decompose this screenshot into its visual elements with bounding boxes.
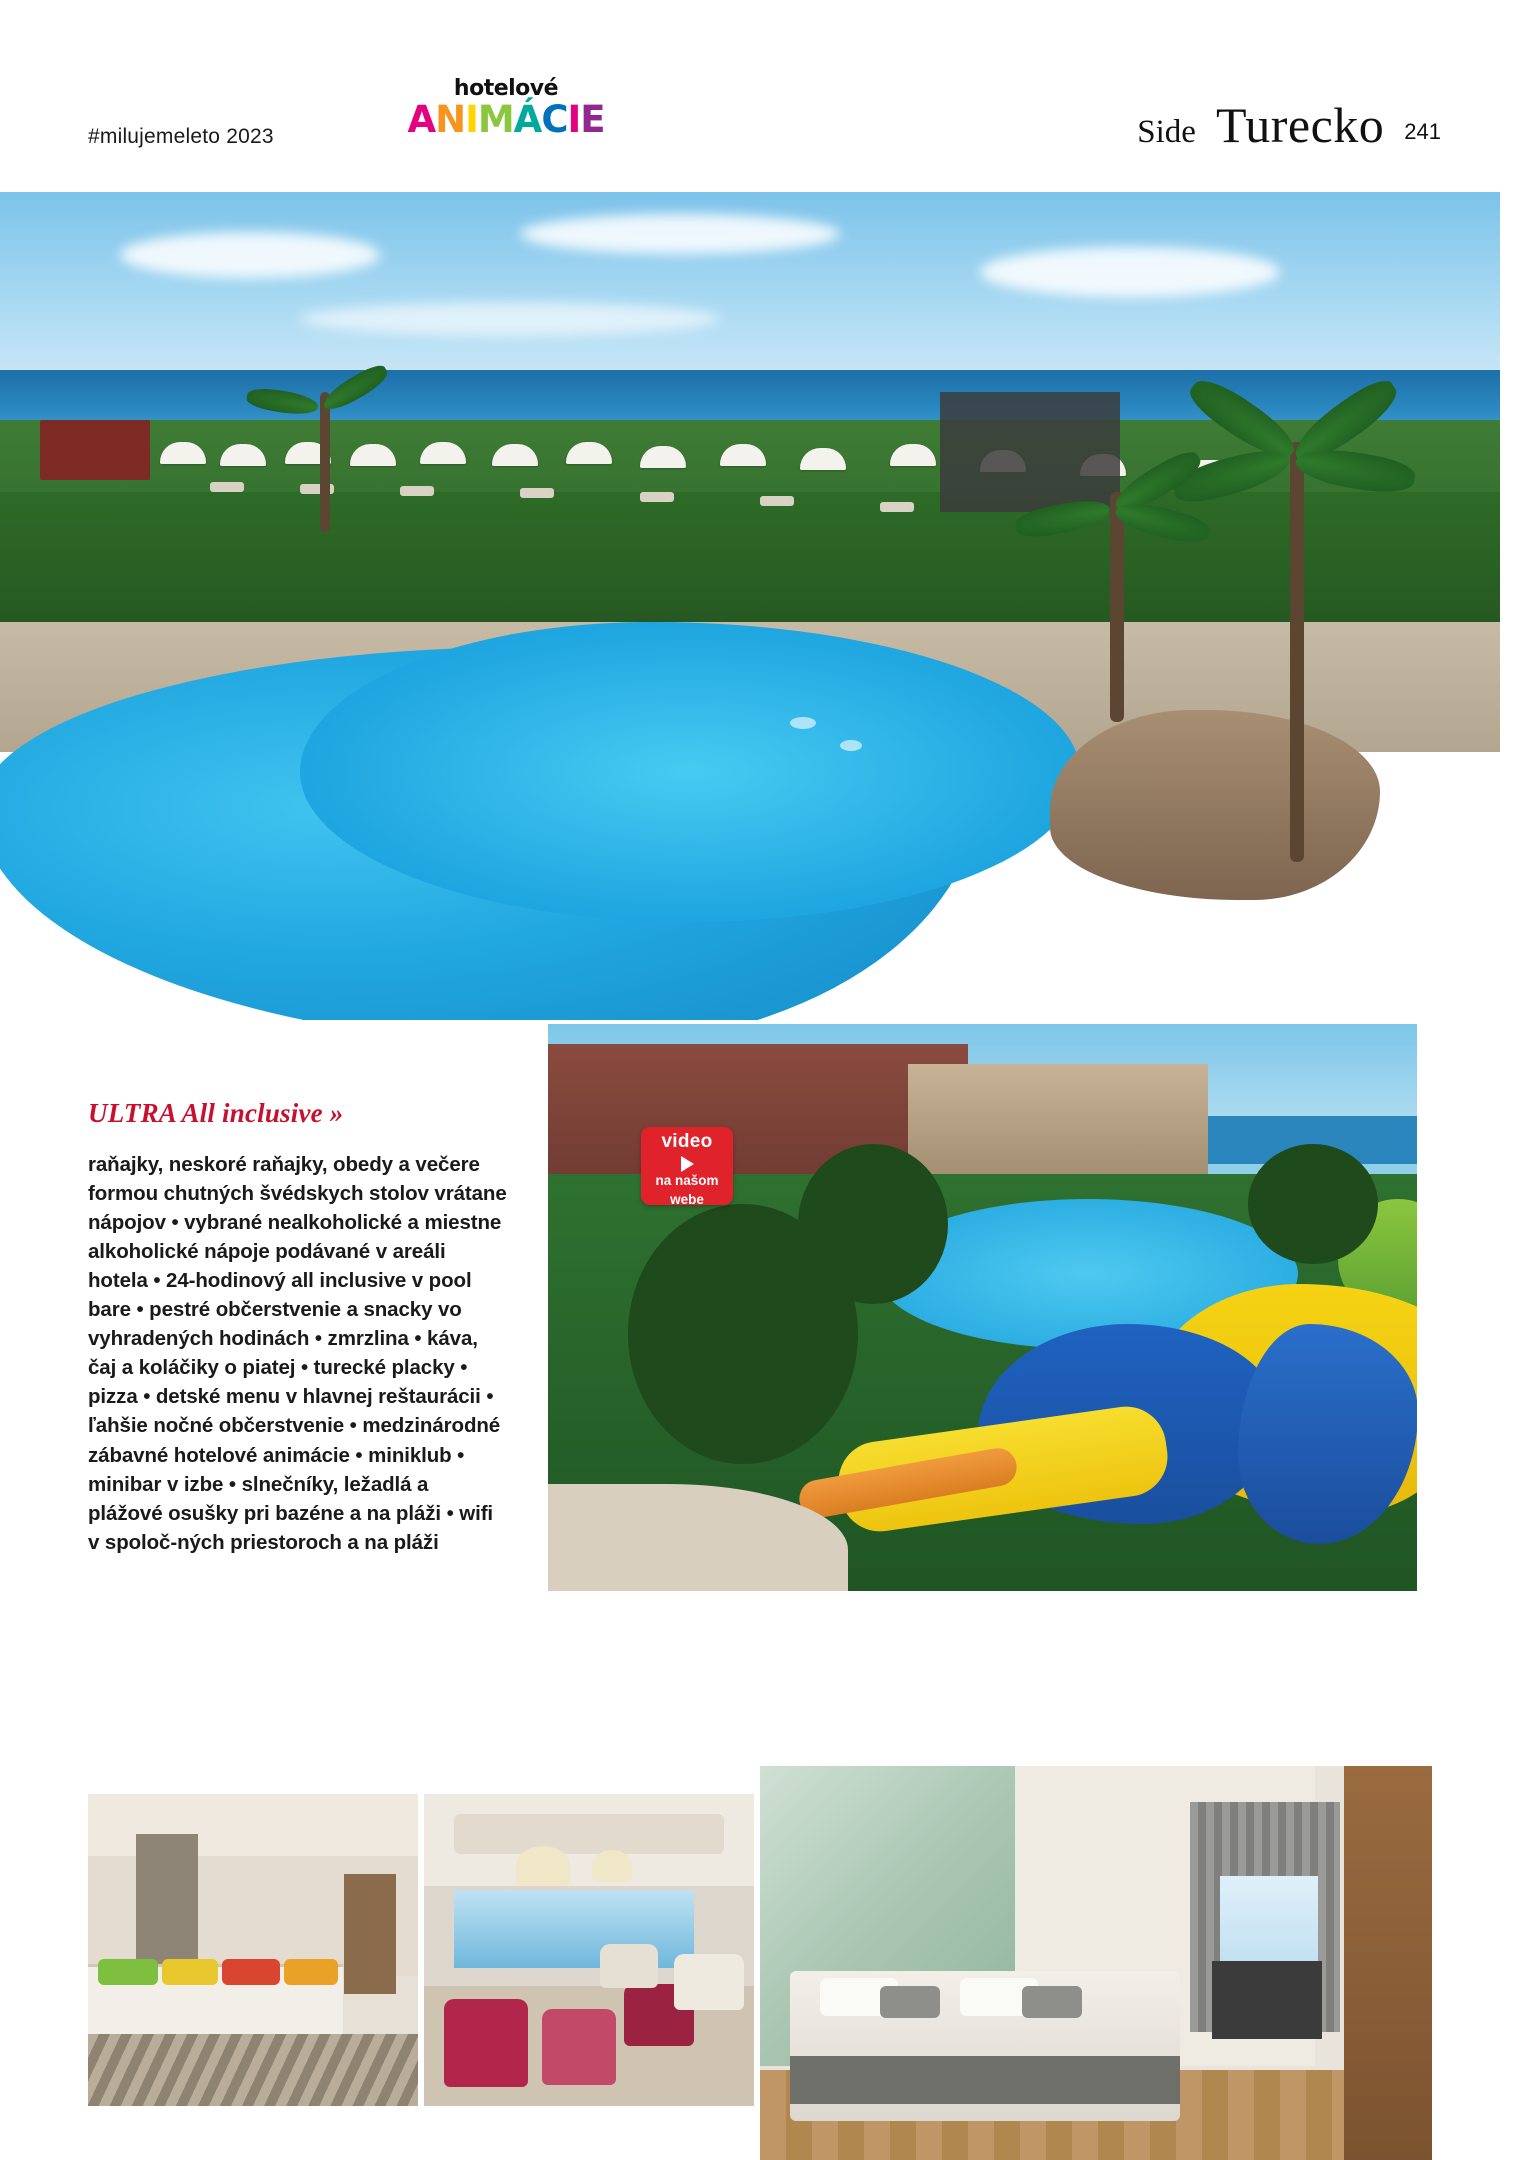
cushion-grey (1022, 1986, 1082, 2018)
buffet-food (162, 1959, 218, 1985)
palm-foliage (798, 1144, 948, 1304)
palm-trunk (320, 392, 330, 532)
ceiling-cove (454, 1814, 724, 1854)
door (344, 1874, 396, 1994)
sofa-white (674, 1954, 744, 2010)
window (454, 1890, 694, 1968)
thumbnail-hotel-room (760, 1766, 1432, 2160)
section-title: ULTRA All inclusive » (88, 1098, 344, 1128)
pergola (940, 392, 1120, 512)
wooden-door (1344, 1766, 1432, 2160)
cloud (980, 247, 1280, 297)
sun-lounger (880, 502, 914, 512)
sun-lounger (640, 492, 674, 502)
sun-lounger (210, 482, 244, 492)
section-body-text: raňajky, neskoré raňajky, obedy a večere formou chutných švédskych stolov vrátane nápojov • vybrané nealkoholické a miestne alkoholické nápoje podávané v areáli hotela • 24-hodinový all inclusive v pool bare • pestré občerstvenie a snacky vo vyhradených hodinách • zmrzlina • káva, čaj a koláčiky o piatej • turecké placky • pizza • detské menu v hlavnej reštaurácii • ľahšie nočné občerstvenie • medzinárodné zábavné hotelové animácie • miniklub • minibar v izbe • slnečníky, ležadlá a plážové osušky pri bazéne a na pláži • wifi v spoloč-ných priestoroch a na pláži (88, 1152, 507, 1554)
play-icon (681, 1156, 694, 1172)
chandelier (516, 1846, 570, 1886)
poolside-building (40, 420, 150, 480)
logo-main-word: ANIMÁCIE (407, 98, 605, 141)
swimmer (790, 717, 816, 729)
campaign-hashtag: #milujemeleto 2023 (88, 125, 274, 148)
thumbnail-lobby-lounge (424, 1794, 754, 2106)
hero-photo-pool-panorama (0, 192, 1500, 1020)
buffet-food (98, 1959, 158, 1985)
palm-foliage (1248, 1144, 1378, 1264)
destination-city: Side (1137, 114, 1196, 150)
bed-runner (790, 2056, 1180, 2104)
sun-lounger (760, 496, 794, 506)
content-section (0, 1020, 1529, 1740)
palm-trunk (1110, 492, 1124, 722)
page-number: 241 (1404, 119, 1441, 144)
all-inclusive-description (88, 1098, 508, 1578)
cloud (520, 214, 840, 254)
sun-lounger (400, 486, 434, 496)
photo-waterpark (548, 1024, 1417, 1591)
armchair-red (542, 2009, 616, 2085)
hotel-building-secondary (908, 1064, 1208, 1174)
swimmer (840, 740, 862, 751)
page-header (0, 0, 1529, 192)
video-badge-label: video (661, 1131, 713, 1152)
video-badge-sub-line2: webe (670, 1191, 704, 1207)
destination-country: Turecko (1215, 97, 1385, 153)
video-badge[interactable] (641, 1127, 733, 1205)
cloud (120, 232, 380, 278)
buffet-food (284, 1959, 338, 1985)
brand-logo (386, 78, 626, 140)
armchair-red (444, 1999, 528, 2087)
sun-lounger (520, 488, 554, 498)
logo-top-word: hotelové (453, 76, 559, 101)
cushion-grey (880, 1986, 940, 2018)
thumbnail-restaurant-buffet (88, 1794, 418, 2106)
palm-trunk (1290, 442, 1304, 862)
gallery-strip (0, 1766, 1529, 2160)
desk (1212, 1961, 1322, 2039)
chandelier (592, 1850, 632, 1882)
video-badge-sub-line1: na našom (655, 1173, 719, 1188)
cloud (300, 302, 720, 336)
rock-island (1050, 710, 1380, 900)
buffet-food (222, 1959, 280, 1985)
sofa-white (600, 1944, 658, 1988)
destination-header (1137, 96, 1441, 154)
patterned-floor (88, 2034, 418, 2106)
